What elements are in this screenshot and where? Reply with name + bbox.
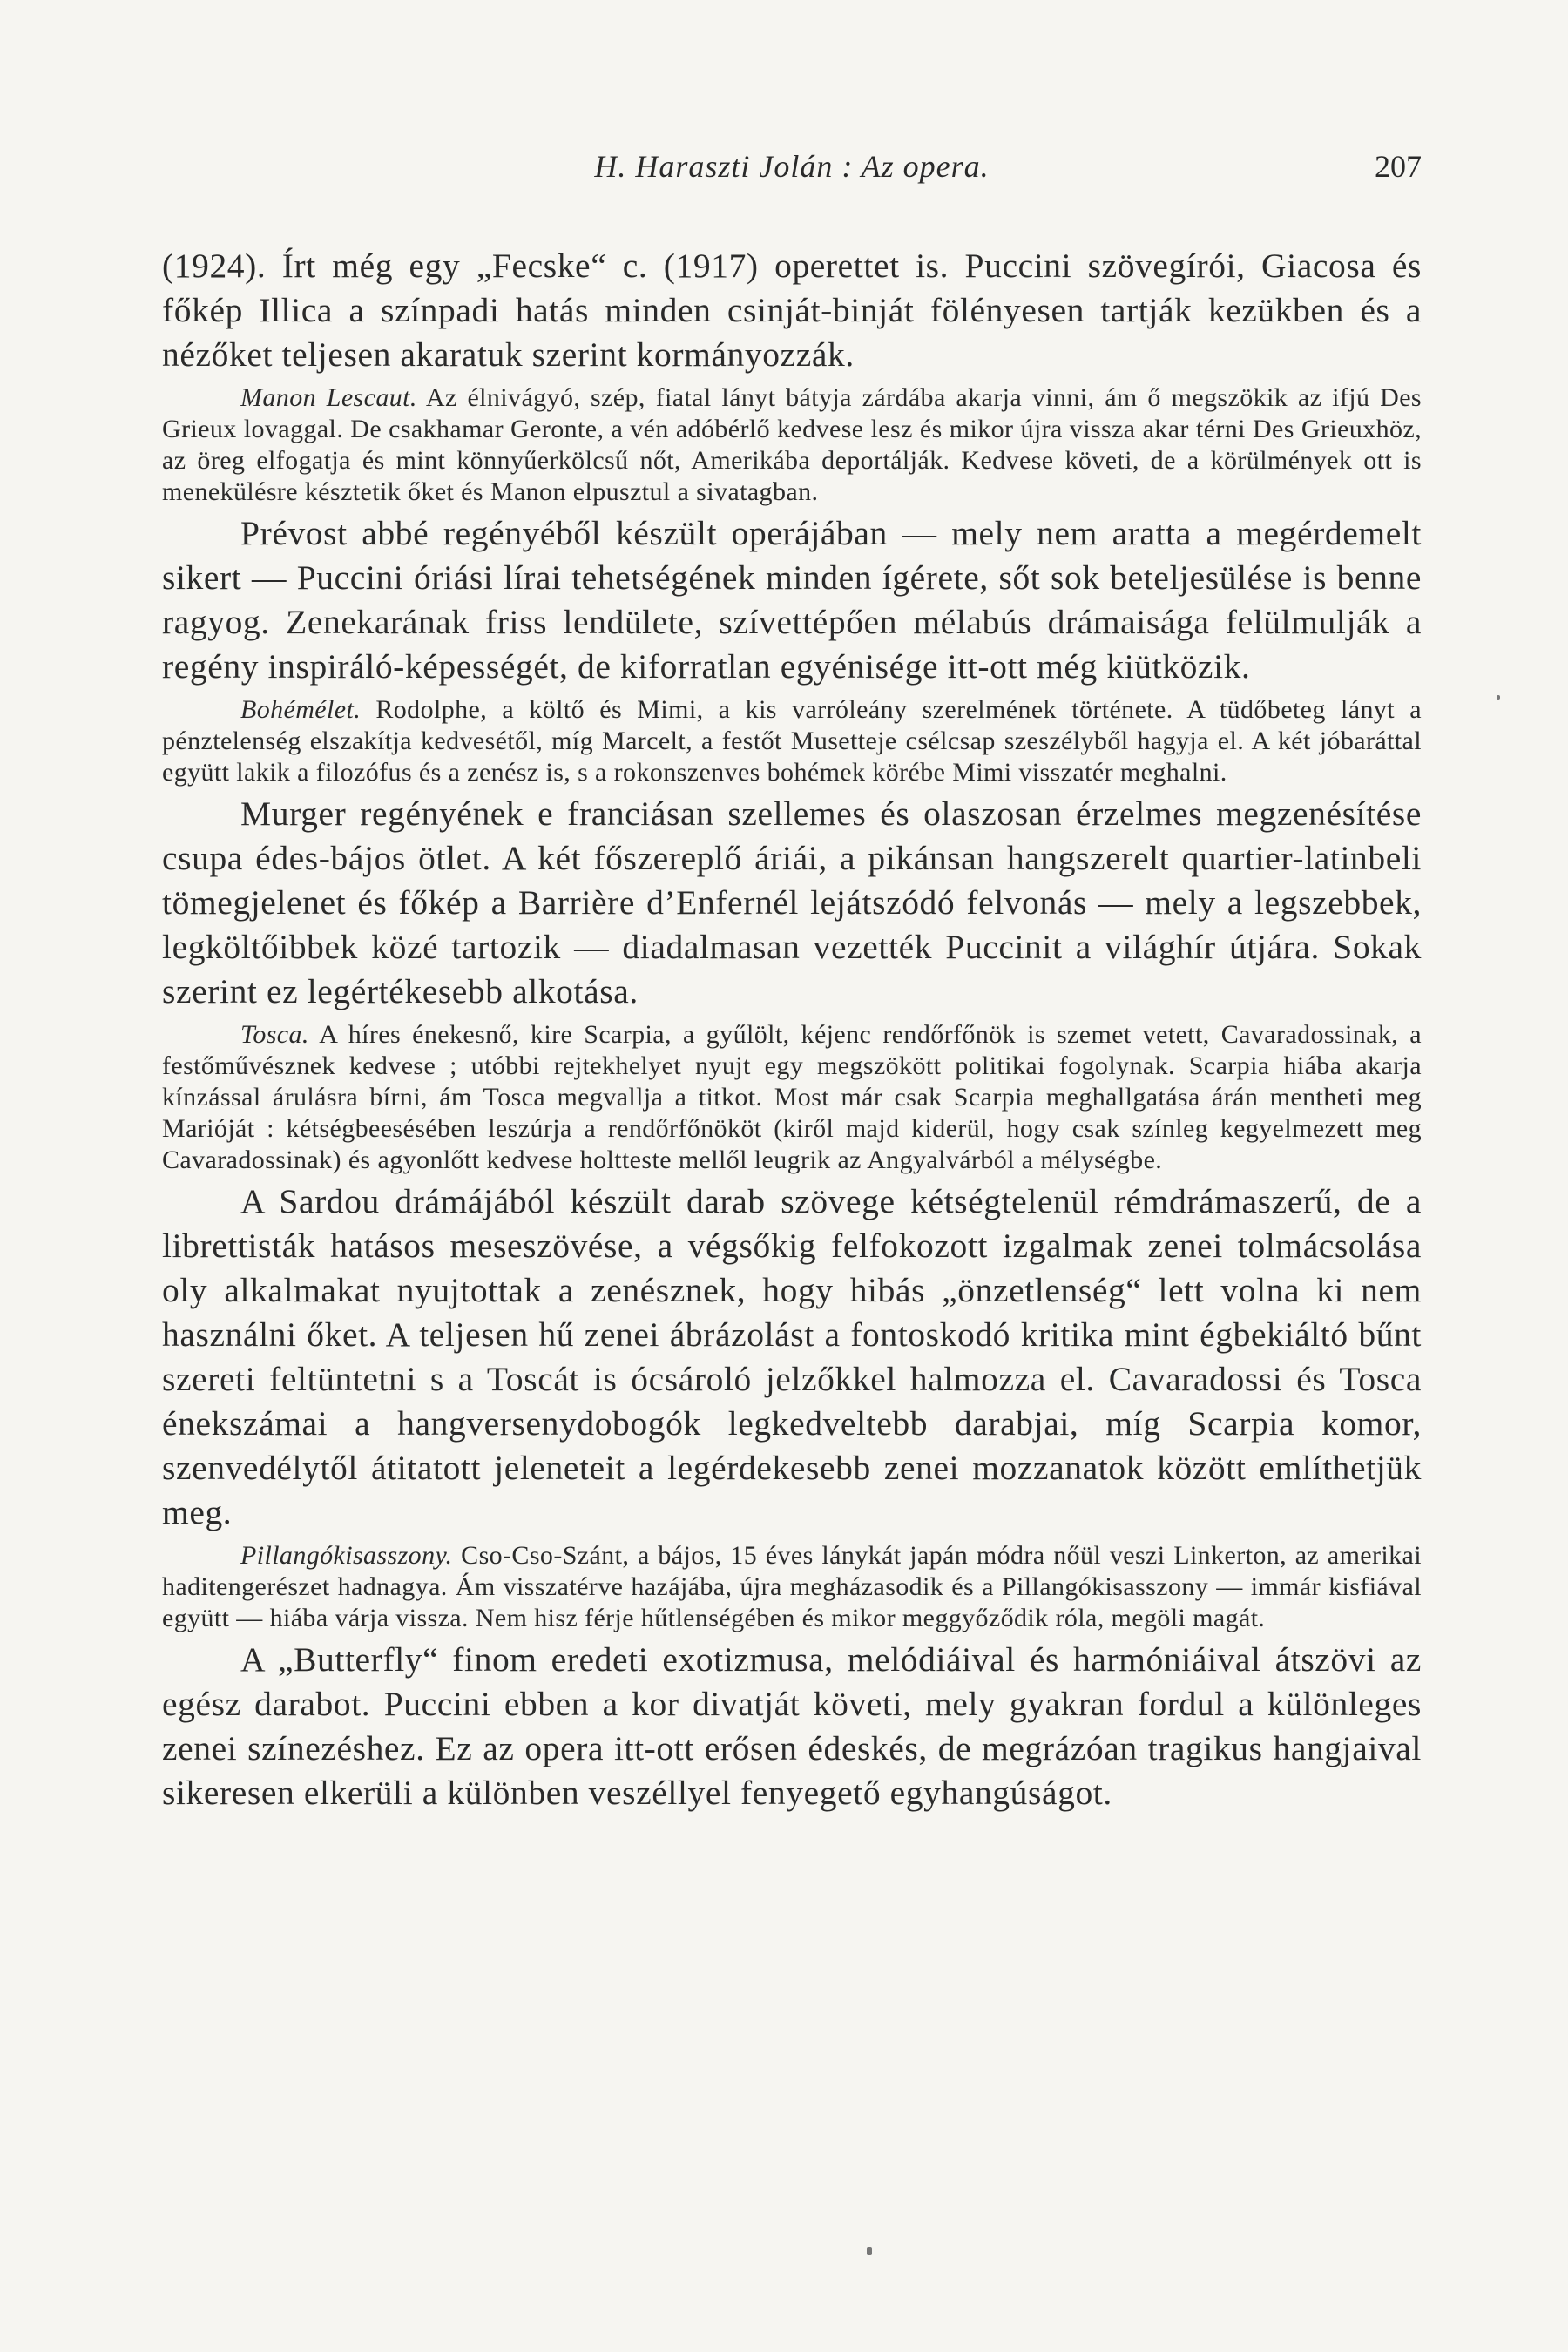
running-head: H. Haraszti Jolán : Az opera. (594, 149, 990, 184)
synopsis-text: Az élnivágyó, szép, fiatal lányt bátyja zárdába akarja vinni, ám ő megszökik az ifjú Des Grieux lovaggal. De csakhamar Geronte, a vén adóbérlő kedvese lesz és mikor újra vissza akar térni Des Grieuxhöz, az öreg elfogatja és mint könnyűerkölcsű nőt, Amerikába deportálják. Kedvese követi, de a körülmények ott is menekülésre késztetik őket és Manon elpusztul a sivatagban. (162, 383, 1422, 506)
paragraph: A „Butterfly“ finom eredeti exotizmusa, melódiáival és harmóniáival átszövi az egész darabot. Puccini ebben a kor divatját követi, mely gyakran fordul a különleges zenei színezéshez. Ez az opera itt-ott erősen édeskés, de megrázóan tragikus hangjaival sikeresen elkerüli a különben veszéllyel fenyegető egyhangúságot. (162, 1640, 1422, 1812)
page-header (162, 148, 1422, 195)
synopsis-text: Cso-Cso-Szánt, a bájos, 15 éves lánykát japán módra nőül veszi Linkerton, az amerikai haditengerészet hadnagya. Ám visszatérve hazájába, újra megházasodik és a Pillangókisasszony — immár kisfiával együtt — hiába várja vissza. Nem hisz férje hűtlenségében és mikor meggyőződik róla, megöli magát. (162, 1541, 1422, 1632)
synopsis-title: Tosca. (240, 1020, 309, 1049)
body-text (162, 244, 1422, 1815)
ink-speck (1497, 695, 1500, 700)
ink-speck (867, 2247, 872, 2255)
paragraph: A Sardou drámájából készült darab szövege kétségtelenül rémdrámaszerű, de a librettisták hatásos meseszövése, a végsőkig felfokozott izgalmak zenei tolmácsolása oly alkalmakat nyujtottak a zenésznek, hogy hibás „önzetlenség“ lett volna ki nem használni őket. A teljesen hű zenei ábrázolást a fontoskodó kritika mint égbekiáltó bűnt szereti feltüntetni s a Toscát is ócsároló jelzőkkel halmozza el. Cavaradossi és Tosca énekszámai a hangversenydobogók legkedveltebb darabjai, míg Scarpia komor, szenvedélytől átitatott jeleneteit a legérdekesebb zenei mozzanatok között említhetjük meg. (162, 1182, 1422, 1531)
synopsis-text: A híres énekesnő, kire Scarpia, a gyűlölt, kéjenc rendőrfőnök is szemet vetett, Cavaradossinak, a festőművésznek kedvese ; utóbbi rejtekhelyet nyujt egy megszökött politikai fogolynak. Scarpia hiába akarja kínzással árulásra bírni, ám Tosca megvallja a titkot. Most már csak Scarpia meghallgatása árán mentheti meg Marióját : kétségbeesésében leszúrja a rendőrfőnököt (kiről majd kiderül, hogy csak színleg kegyelmezett meg Cavaradossinak) és agyonlőtt kedvese holtteste mellől leugrik az Angyalvárból a mélységbe. (162, 1020, 1422, 1174)
paragraph: (1924). Írt még egy „Fecske“ c. (1917) operettet is. Puccini szövegírói, Giacosa és főkép Illica a színpadi hatás minden csinját-binját fölényesen tartják kezükben és a nézőket teljesen akaratuk szerint kormányozzák. (162, 247, 1422, 374)
page-number: 207 (1375, 149, 1422, 184)
synopsis-title: Pillangókisasszony. (240, 1541, 453, 1570)
synopsis-manon-lescaut (162, 382, 1422, 508)
paragraph: Prévost abbé regényéből készült operájában — mely nem aratta a megérdemelt sikert — Puccini óriási lírai tehetségének minden ígérete, sőt sok beteljesülése is benne ragyog. Zenekarának friss lendülete, szívettépően mélabús drámaisága felülmulják a regény inspiráló-képességét, de kiforratlan egyénisége itt-ott még kiütközik. (162, 514, 1422, 686)
synopsis-tosca (162, 1019, 1422, 1176)
synopsis-text: Rodolphe, a költő és Mimi, a kis varróleány szerelmének története. A tüdőbeteg lányt a pénztelenség elszakítja kedvesétől, míg Marcelt, a festőt Musetteje csélcsap szeszélyből hagyja el. A két jóbaráttal együtt lakik a filozófus és a zenész is, s a rokonszenves bohémek körébe Mimi visszatér meghalni. (162, 695, 1422, 787)
paragraph: Murger regényének e franciásan szellemes és olaszosan érzelmes megzenésítése csupa édes-bájos ötlet. A két főszereplő áriái, a pikánsan hangszerelt quartier-latinbeli tömegjelenet és főkép a Barrière d’Enfernél lejátszódó felvonás — mely a legszebbek, legköltőibbek közé tartozik — diadalmasan vezették Puccinit a világhír útjára. Sokak szerint ez legértékesebb alkotása. (162, 794, 1422, 1010)
synopsis-pillangokisasszony (162, 1540, 1422, 1634)
synopsis-title: Bohémélet. (240, 695, 362, 724)
page (162, 148, 1422, 1815)
synopsis-title: Manon Lescaut. (240, 383, 417, 412)
synopsis-boheme (162, 694, 1422, 788)
